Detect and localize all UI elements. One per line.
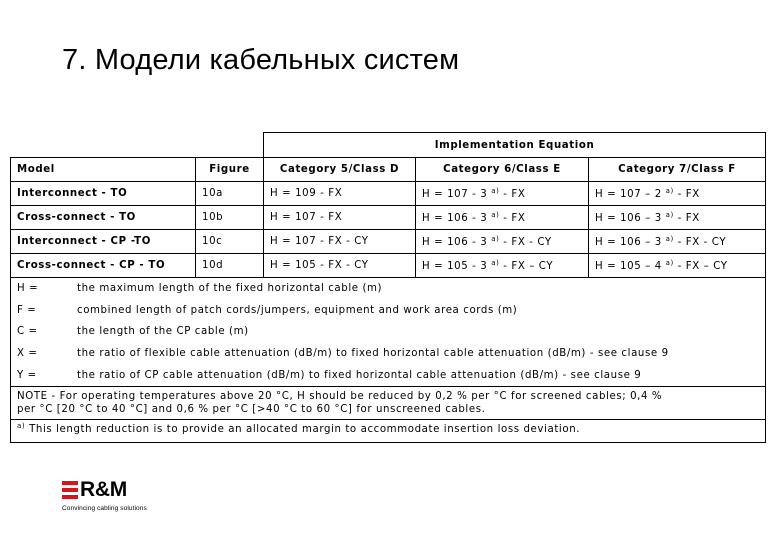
cabling-models-table (10, 132, 765, 443)
definition-item: F = combined length of patch cords/jumpers, equipment and work area cords (m) (17, 304, 518, 316)
definitions-list (11, 278, 765, 386)
definition-item: Y = the ratio of CP cable attenuation (dB/m) to fixed horizontal cable attenuation (dB/m) - see clause 9 (17, 369, 642, 381)
figure-cell: 10c (196, 230, 264, 254)
model-cell: Interconnect - TO (11, 182, 196, 206)
definition-item: C = the length of the CP cable (m) (17, 326, 249, 338)
model-cell: Cross-connect - CP - TO (11, 254, 196, 278)
cat5-cell: H = 109 - FX (264, 182, 416, 206)
cat7-cell: H = 105 – 4 $^{a)}$ - FX – CY (589, 254, 766, 278)
rm-logo (62, 478, 147, 512)
logo-name: R&M (80, 478, 127, 501)
model-cell: Cross-connect - TO (11, 206, 196, 230)
table-row (11, 254, 766, 278)
cat6-cell: H = 107 - 3 $^{a)}$ - FX (416, 182, 589, 206)
definitions-row (11, 278, 766, 387)
cat7-cell: H = 106 – 3 $^{a)}$ - FX (589, 206, 766, 230)
implementation-equation-header: Implementation Equation (264, 133, 766, 158)
table-row (11, 182, 766, 206)
cat7-cell: H = 107 – 2 $^{a)}$ - FX (589, 182, 766, 206)
figure-cell: 10a (196, 182, 264, 206)
cat6-cell: H = 105 - 3 $^{a)}$ - FX – CY (416, 254, 589, 278)
definition-item: X = the ratio of flexible cable attenuation (dB/m) to fixed horizontal cable attenuation (dB/m) - see clause 9 (17, 348, 669, 360)
note-row (11, 386, 766, 419)
figure-cell: 10b (196, 206, 264, 230)
definition-item: H = the maximum length of the fixed horizontal cable (m) (17, 283, 383, 295)
table-row (11, 206, 766, 230)
column-header: Model (11, 158, 196, 182)
column-header: Figure (196, 158, 264, 182)
cat5-cell: H = 105 - FX - CY (264, 254, 416, 278)
rm-logo-icon (62, 481, 78, 499)
logo-tagline: Convincing cabling solutions (62, 505, 147, 512)
cat5-cell: H = 107 - FX (264, 206, 416, 230)
figure-cell: 10d (196, 254, 264, 278)
cat5-cell: H = 107 - FX - CY (264, 230, 416, 254)
table-row (11, 230, 766, 254)
table-header-row (11, 158, 766, 182)
column-header: Category 6/Class E (416, 158, 589, 182)
footnote-row (11, 419, 766, 442)
footnote: $^{a)}$ This length reduction is to provide an allocated margin to accommodate insertion loss deviation. (17, 421, 581, 435)
page-title: 7. Модели кабельных систем (62, 44, 460, 76)
model-cell: Interconnect - CP -TO (11, 230, 196, 254)
column-header: Category 7/Class F (589, 158, 766, 182)
column-header: Category 5/Class D (264, 158, 416, 182)
cat6-cell: H = 106 - 3 $^{a)}$ - FX (416, 206, 589, 230)
temperature-note: NOTE - For operating temperatures above 20 °C, H should be reduced by 0,2 % per °C for screened cables; 0,4 % per °C [20 °C to 40 °C] and 0,6 % per °C [>40 °C to 60 °C] for unscreened cables. (17, 390, 663, 415)
cat6-cell: H = 106 - 3 $^{a)}$ - FX - CY (416, 230, 589, 254)
cat7-cell: H = 106 – 3 $^{a)}$ - FX - CY (589, 230, 766, 254)
